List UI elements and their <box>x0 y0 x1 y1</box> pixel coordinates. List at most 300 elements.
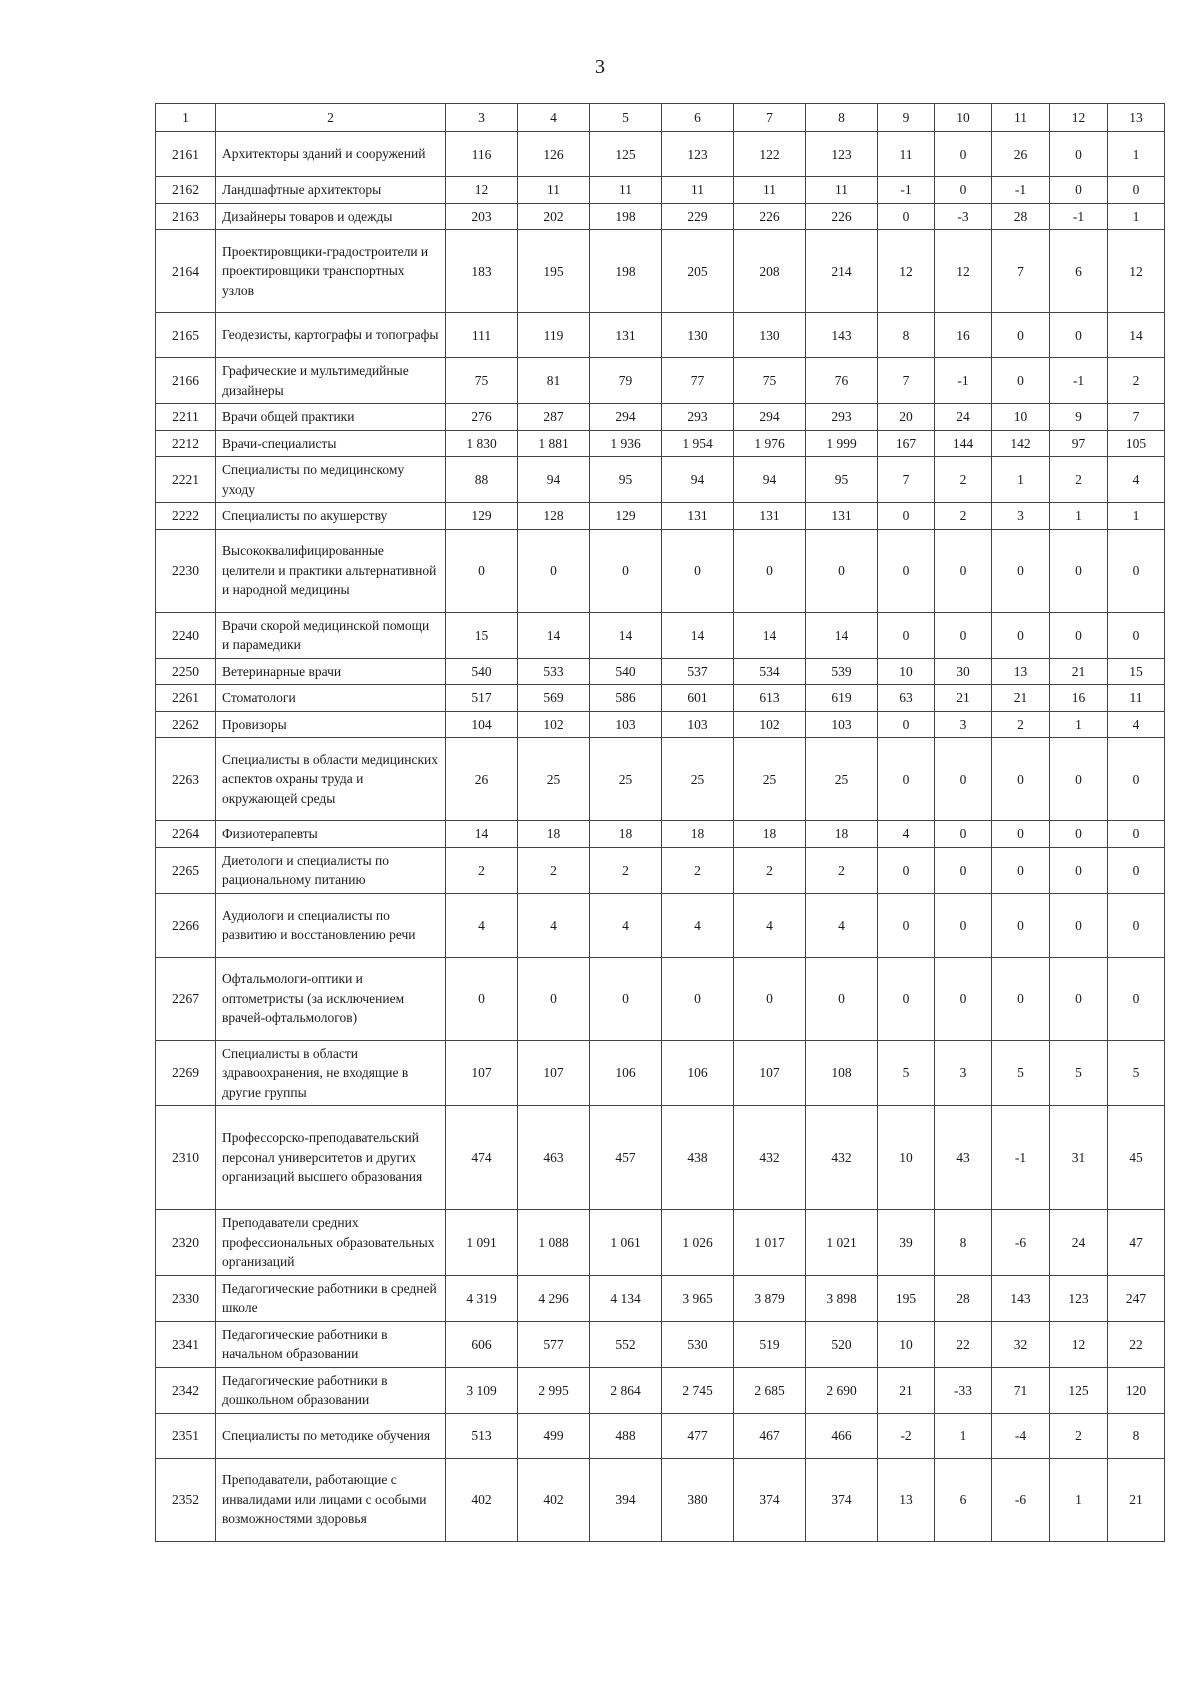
value-cell: 1 021 <box>806 1210 878 1276</box>
value-cell: 3 <box>935 1040 992 1106</box>
value-cell: 1 <box>1050 711 1108 738</box>
value-cell: 7 <box>1108 404 1165 431</box>
value-cell: 0 <box>1050 612 1108 658</box>
value-cell: 1 881 <box>518 430 590 457</box>
value-cell: 195 <box>518 230 590 313</box>
value-cell: 18 <box>518 821 590 848</box>
occupation-code: 2352 <box>156 1458 216 1541</box>
table-row <box>156 1413 1165 1458</box>
value-cell: 11 <box>1108 685 1165 712</box>
value-cell: -1 <box>1050 203 1108 230</box>
value-cell: 402 <box>518 1458 590 1541</box>
value-cell: 0 <box>878 847 935 893</box>
table-row <box>156 457 1165 503</box>
occupation-code: 2221 <box>156 457 216 503</box>
table-row <box>156 1367 1165 1413</box>
value-cell: 5 <box>992 1040 1050 1106</box>
value-cell: 12 <box>878 230 935 313</box>
value-cell: 1 061 <box>590 1210 662 1276</box>
value-cell: 3 <box>992 503 1050 530</box>
value-cell: 21 <box>935 685 992 712</box>
value-cell: 466 <box>806 1413 878 1458</box>
value-cell: 12 <box>935 230 992 313</box>
value-cell: 28 <box>935 1275 992 1321</box>
value-cell: 88 <box>446 457 518 503</box>
value-cell: 0 <box>935 177 992 204</box>
value-cell: 2 745 <box>662 1367 734 1413</box>
value-cell: 0 <box>1050 738 1108 821</box>
value-cell: 25 <box>518 738 590 821</box>
value-cell: 122 <box>734 132 806 177</box>
value-cell: 10 <box>878 1106 935 1210</box>
value-cell: 25 <box>734 738 806 821</box>
occupation-code: 2165 <box>156 313 216 358</box>
value-cell: 287 <box>518 404 590 431</box>
value-cell: 13 <box>878 1458 935 1541</box>
value-cell: 1 <box>1050 503 1108 530</box>
value-cell: 0 <box>1108 957 1165 1040</box>
value-cell: 0 <box>878 957 935 1040</box>
value-cell: 0 <box>734 529 806 612</box>
value-cell: 5 <box>1050 1040 1108 1106</box>
value-cell: 167 <box>878 430 935 457</box>
value-cell: 1 <box>1108 503 1165 530</box>
value-cell: 0 <box>935 738 992 821</box>
value-cell: 0 <box>1050 957 1108 1040</box>
occupation-name: Профессорско-преподавательский персонал университетов и других организаций высшего образования <box>216 1106 446 1210</box>
occupation-name: Ландшафтные архитекторы <box>216 177 446 204</box>
value-cell: 2 <box>935 503 992 530</box>
value-cell: 0 <box>662 957 734 1040</box>
column-header: 1 <box>156 104 216 132</box>
column-header: 13 <box>1108 104 1165 132</box>
value-cell: 4 <box>446 893 518 957</box>
occupation-code: 2341 <box>156 1321 216 1367</box>
value-cell: 374 <box>734 1458 806 1541</box>
value-cell: 394 <box>590 1458 662 1541</box>
value-cell: 107 <box>446 1040 518 1106</box>
value-cell: 76 <box>806 358 878 404</box>
table-row <box>156 1458 1165 1541</box>
value-cell: 0 <box>806 529 878 612</box>
occupation-code: 2162 <box>156 177 216 204</box>
table-row <box>156 404 1165 431</box>
value-cell: 1 999 <box>806 430 878 457</box>
value-cell: 22 <box>1108 1321 1165 1367</box>
value-cell: 7 <box>992 230 1050 313</box>
value-cell: 1 026 <box>662 1210 734 1276</box>
value-cell: 569 <box>518 685 590 712</box>
value-cell: 0 <box>518 529 590 612</box>
value-cell: 16 <box>935 313 992 358</box>
value-cell: 119 <box>518 313 590 358</box>
column-header: 6 <box>662 104 734 132</box>
value-cell: 0 <box>1108 821 1165 848</box>
value-cell: 107 <box>518 1040 590 1106</box>
value-cell: 2 685 <box>734 1367 806 1413</box>
value-cell: 374 <box>806 1458 878 1541</box>
value-cell: 0 <box>1050 529 1108 612</box>
value-cell: 520 <box>806 1321 878 1367</box>
value-cell: 4 <box>590 893 662 957</box>
value-cell: 0 <box>1108 612 1165 658</box>
value-cell: 75 <box>446 358 518 404</box>
value-cell: 0 <box>935 612 992 658</box>
value-cell: 12 <box>1108 230 1165 313</box>
value-cell: 39 <box>878 1210 935 1276</box>
value-cell: 63 <box>878 685 935 712</box>
value-cell: 2 864 <box>590 1367 662 1413</box>
column-header: 12 <box>1050 104 1108 132</box>
column-header: 11 <box>992 104 1050 132</box>
occupation-code: 2263 <box>156 738 216 821</box>
value-cell: 32 <box>992 1321 1050 1367</box>
value-cell: 183 <box>446 230 518 313</box>
value-cell: 499 <box>518 1413 590 1458</box>
occupation-name: Специалисты по методике обучения <box>216 1413 446 1458</box>
value-cell: 107 <box>734 1040 806 1106</box>
value-cell: 0 <box>1050 313 1108 358</box>
value-cell: 229 <box>662 203 734 230</box>
occupation-name: Педагогические работники в средней школе <box>216 1275 446 1321</box>
occupation-code: 2164 <box>156 230 216 313</box>
value-cell: 125 <box>1050 1367 1108 1413</box>
value-cell: 105 <box>1108 430 1165 457</box>
value-cell: 7 <box>878 457 935 503</box>
value-cell: 0 <box>1108 177 1165 204</box>
value-cell: 2 <box>518 847 590 893</box>
table-row <box>156 612 1165 658</box>
value-cell: 380 <box>662 1458 734 1541</box>
value-cell: 534 <box>734 658 806 685</box>
value-cell: 14 <box>446 821 518 848</box>
value-cell: 4 <box>1108 711 1165 738</box>
value-cell: -4 <box>992 1413 1050 1458</box>
value-cell: 0 <box>935 957 992 1040</box>
value-cell: 0 <box>935 132 992 177</box>
occupation-code: 2262 <box>156 711 216 738</box>
occupation-code: 2264 <box>156 821 216 848</box>
value-cell: 1 <box>1108 132 1165 177</box>
value-cell: 198 <box>590 203 662 230</box>
value-cell: 0 <box>992 738 1050 821</box>
value-cell: 457 <box>590 1106 662 1210</box>
table-row <box>156 1106 1165 1210</box>
header-row <box>156 104 1165 132</box>
value-cell: 2 <box>734 847 806 893</box>
value-cell: 1 <box>992 457 1050 503</box>
value-cell: 0 <box>1050 177 1108 204</box>
value-cell: 0 <box>878 529 935 612</box>
value-cell: 0 <box>992 358 1050 404</box>
table-row <box>156 203 1165 230</box>
table-row <box>156 658 1165 685</box>
value-cell: 0 <box>992 313 1050 358</box>
value-cell: 43 <box>935 1106 992 1210</box>
value-cell: -1 <box>992 177 1050 204</box>
value-cell: 3 <box>935 711 992 738</box>
value-cell: 21 <box>1050 658 1108 685</box>
occupation-code: 2163 <box>156 203 216 230</box>
value-cell: 5 <box>878 1040 935 1106</box>
value-cell: 21 <box>1108 1458 1165 1541</box>
value-cell: 3 898 <box>806 1275 878 1321</box>
occupation-name: Ветеринарные врачи <box>216 658 446 685</box>
value-cell: 0 <box>992 847 1050 893</box>
occupation-code: 2269 <box>156 1040 216 1106</box>
page-number: 3 <box>595 56 605 78</box>
value-cell: 2 <box>935 457 992 503</box>
occupation-name: Дизайнеры товаров и одежды <box>216 203 446 230</box>
occupation-code: 2330 <box>156 1275 216 1321</box>
value-cell: 432 <box>734 1106 806 1210</box>
value-cell: 4 <box>734 893 806 957</box>
occupation-name: Педагогические работники в начальном образовании <box>216 1321 446 1367</box>
value-cell: 8 <box>1108 1413 1165 1458</box>
value-cell: 131 <box>590 313 662 358</box>
value-cell: 2 <box>806 847 878 893</box>
value-cell: 1 <box>1108 203 1165 230</box>
table-row <box>156 1040 1165 1106</box>
value-cell: 106 <box>590 1040 662 1106</box>
column-header: 3 <box>446 104 518 132</box>
value-cell: 18 <box>734 821 806 848</box>
value-cell: 103 <box>806 711 878 738</box>
occupation-code: 2351 <box>156 1413 216 1458</box>
value-cell: -33 <box>935 1367 992 1413</box>
occupation-name: Проектировщики-градостроители и проектировщики транспортных узлов <box>216 230 446 313</box>
value-cell: 131 <box>662 503 734 530</box>
value-cell: 3 965 <box>662 1275 734 1321</box>
occupation-code: 2342 <box>156 1367 216 1413</box>
value-cell: 95 <box>806 457 878 503</box>
value-cell: 12 <box>446 177 518 204</box>
value-cell: 203 <box>446 203 518 230</box>
value-cell: 75 <box>734 358 806 404</box>
value-cell: 47 <box>1108 1210 1165 1276</box>
value-cell: 606 <box>446 1321 518 1367</box>
value-cell: 2 690 <box>806 1367 878 1413</box>
value-cell: 45 <box>1108 1106 1165 1210</box>
value-cell: 102 <box>734 711 806 738</box>
value-cell: 81 <box>518 358 590 404</box>
value-cell: 142 <box>992 430 1050 457</box>
value-cell: 540 <box>590 658 662 685</box>
value-cell: 293 <box>662 404 734 431</box>
occupation-name: Провизоры <box>216 711 446 738</box>
table-row <box>156 957 1165 1040</box>
value-cell: 14 <box>734 612 806 658</box>
value-cell: 2 <box>1050 1413 1108 1458</box>
value-cell: 79 <box>590 358 662 404</box>
value-cell: 104 <box>446 711 518 738</box>
value-cell: 4 319 <box>446 1275 518 1321</box>
occupation-code: 2222 <box>156 503 216 530</box>
value-cell: 474 <box>446 1106 518 1210</box>
value-cell: 0 <box>518 957 590 1040</box>
value-cell: 6 <box>1050 230 1108 313</box>
value-cell: 432 <box>806 1106 878 1210</box>
value-cell: 131 <box>806 503 878 530</box>
occupation-name: Архитекторы зданий и сооружений <box>216 132 446 177</box>
value-cell: 540 <box>446 658 518 685</box>
value-cell: -2 <box>878 1413 935 1458</box>
value-cell: 8 <box>935 1210 992 1276</box>
value-cell: 21 <box>878 1367 935 1413</box>
value-cell: 208 <box>734 230 806 313</box>
value-cell: 0 <box>878 738 935 821</box>
value-cell: 2 <box>446 847 518 893</box>
occupation-name: Специалисты в области медицинских аспектов охраны труда и окружающей среды <box>216 738 446 821</box>
value-cell: 71 <box>992 1367 1050 1413</box>
value-cell: 24 <box>1050 1210 1108 1276</box>
occupation-name: Графические и мультимедийные дизайнеры <box>216 358 446 404</box>
value-cell: 0 <box>992 957 1050 1040</box>
value-cell: 0 <box>935 847 992 893</box>
value-cell: -3 <box>935 203 992 230</box>
table-row <box>156 711 1165 738</box>
value-cell: 0 <box>446 957 518 1040</box>
occupation-code: 2211 <box>156 404 216 431</box>
value-cell: 18 <box>662 821 734 848</box>
value-cell: 276 <box>446 404 518 431</box>
value-cell: -1 <box>878 177 935 204</box>
value-cell: 16 <box>1050 685 1108 712</box>
value-cell: 0 <box>992 529 1050 612</box>
value-cell: 95 <box>590 457 662 503</box>
table-row <box>156 893 1165 957</box>
value-cell: 0 <box>992 893 1050 957</box>
value-cell: 131 <box>734 503 806 530</box>
column-header: 10 <box>935 104 992 132</box>
value-cell: 0 <box>935 893 992 957</box>
occupation-name: Геодезисты, картографы и топографы <box>216 313 446 358</box>
table-row <box>156 529 1165 612</box>
value-cell: 15 <box>446 612 518 658</box>
value-cell: 0 <box>1108 893 1165 957</box>
occupation-table <box>155 103 1165 1542</box>
table-row <box>156 1275 1165 1321</box>
column-header: 5 <box>590 104 662 132</box>
value-cell: 22 <box>935 1321 992 1367</box>
value-cell: 4 134 <box>590 1275 662 1321</box>
value-cell: 143 <box>806 313 878 358</box>
value-cell: 9 <box>1050 404 1108 431</box>
value-cell: 0 <box>935 529 992 612</box>
value-cell: 143 <box>992 1275 1050 1321</box>
value-cell: 0 <box>446 529 518 612</box>
value-cell: 294 <box>734 404 806 431</box>
value-cell: 126 <box>518 132 590 177</box>
value-cell: 97 <box>1050 430 1108 457</box>
value-cell: 1 <box>1050 1458 1108 1541</box>
value-cell: 14 <box>518 612 590 658</box>
value-cell: 123 <box>662 132 734 177</box>
occupation-code: 2267 <box>156 957 216 1040</box>
value-cell: 1 976 <box>734 430 806 457</box>
value-cell: 0 <box>1050 893 1108 957</box>
value-cell: 12 <box>1050 1321 1108 1367</box>
value-cell: 102 <box>518 711 590 738</box>
occupation-code: 2161 <box>156 132 216 177</box>
value-cell: 129 <box>446 503 518 530</box>
value-cell: 5 <box>1108 1040 1165 1106</box>
value-cell: 30 <box>935 658 992 685</box>
value-cell: 0 <box>878 893 935 957</box>
value-cell: 519 <box>734 1321 806 1367</box>
value-cell: 1 017 <box>734 1210 806 1276</box>
value-cell: 11 <box>590 177 662 204</box>
value-cell: 25 <box>662 738 734 821</box>
value-cell: 226 <box>806 203 878 230</box>
table-row <box>156 313 1165 358</box>
value-cell: 3 879 <box>734 1275 806 1321</box>
value-cell: 530 <box>662 1321 734 1367</box>
value-cell: 202 <box>518 203 590 230</box>
value-cell: 120 <box>1108 1367 1165 1413</box>
value-cell: -6 <box>992 1210 1050 1276</box>
value-cell: 15 <box>1108 658 1165 685</box>
occupation-code: 2166 <box>156 358 216 404</box>
value-cell: 1 <box>935 1413 992 1458</box>
value-cell: 467 <box>734 1413 806 1458</box>
occupation-name: Преподаватели средних профессиональных образовательных организаций <box>216 1210 446 1276</box>
value-cell: 0 <box>1108 529 1165 612</box>
occupation-name: Аудиологи и специалисты по развитию и восстановлению речи <box>216 893 446 957</box>
value-cell: 28 <box>992 203 1050 230</box>
value-cell: 8 <box>878 313 935 358</box>
occupation-code: 2265 <box>156 847 216 893</box>
value-cell: 123 <box>1050 1275 1108 1321</box>
value-cell: 18 <box>806 821 878 848</box>
value-cell: 513 <box>446 1413 518 1458</box>
value-cell: 25 <box>590 738 662 821</box>
value-cell: 0 <box>878 503 935 530</box>
value-cell: 438 <box>662 1106 734 1210</box>
table-row <box>156 358 1165 404</box>
value-cell: -1 <box>935 358 992 404</box>
value-cell: 4 <box>1108 457 1165 503</box>
value-cell: 0 <box>1108 738 1165 821</box>
occupation-name: Офтальмологи-оптики и оптометристы (за исключением врачей-офтальмологов) <box>216 957 446 1040</box>
value-cell: 1 088 <box>518 1210 590 1276</box>
table-row <box>156 132 1165 177</box>
value-cell: 1 830 <box>446 430 518 457</box>
table-row <box>156 1210 1165 1276</box>
occupation-code: 2261 <box>156 685 216 712</box>
value-cell: 94 <box>518 457 590 503</box>
value-cell: 214 <box>806 230 878 313</box>
table-row <box>156 230 1165 313</box>
occupation-code: 2230 <box>156 529 216 612</box>
value-cell: 7 <box>878 358 935 404</box>
value-cell: 123 <box>806 132 878 177</box>
table-row <box>156 738 1165 821</box>
value-cell: 31 <box>1050 1106 1108 1210</box>
value-cell: 14 <box>662 612 734 658</box>
value-cell: 488 <box>590 1413 662 1458</box>
value-cell: 0 <box>1050 132 1108 177</box>
value-cell: 125 <box>590 132 662 177</box>
value-cell: 294 <box>590 404 662 431</box>
value-cell: 14 <box>1108 313 1165 358</box>
occupation-name: Диетологи и специалисты по рациональному питанию <box>216 847 446 893</box>
occupation-name: Стоматологи <box>216 685 446 712</box>
value-cell: 4 <box>518 893 590 957</box>
value-cell: 601 <box>662 685 734 712</box>
value-cell: 0 <box>734 957 806 1040</box>
value-cell: 402 <box>446 1458 518 1541</box>
